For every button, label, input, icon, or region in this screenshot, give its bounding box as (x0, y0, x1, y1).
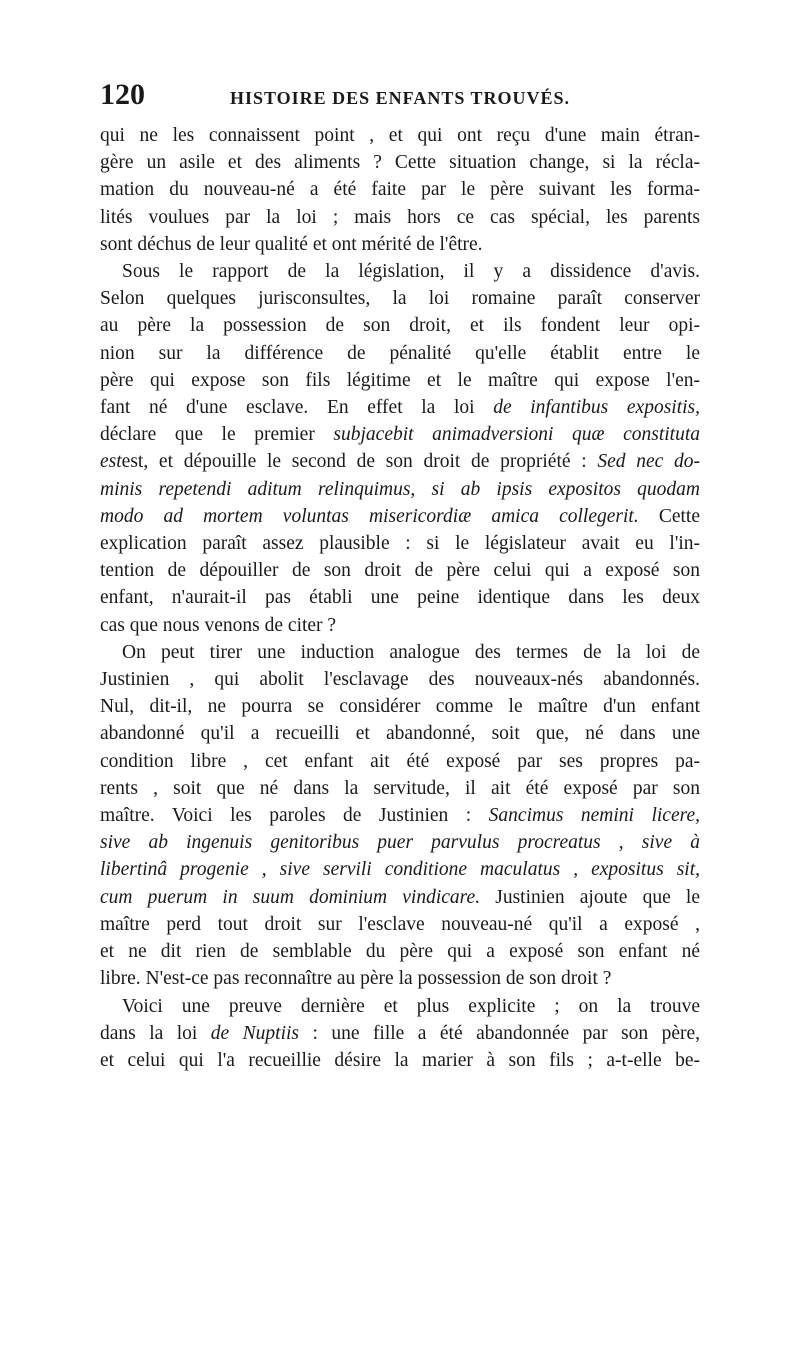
text-line: tention de dépouiller de son droit de père celui qui a exposé son (100, 560, 700, 582)
text-line (100, 802, 700, 829)
text-segment: maître. Voici les paroles de Justinien : (100, 805, 489, 827)
text-line: nion sur la différence de pénalité qu'elle établit entre le (100, 342, 700, 364)
text-line: On peut tirer une induction analogue des termes de la loi de (122, 641, 700, 663)
text-line: Nul, dit-il, ne pourra se considérer comme le maître d'un enfant (100, 696, 700, 718)
text-segment: : une fille a été abandonnée par son père, (299, 1022, 700, 1044)
text-line (100, 1020, 700, 1047)
page-header (100, 78, 700, 118)
text-line (100, 448, 700, 475)
text-line: qui ne les connaissent point , et qui ont reçu d'une main étran- (100, 125, 700, 146)
text-line: explication paraît assez plausible : si le législateur avait eu l'in- (100, 533, 700, 555)
text-segment: fant né d'une esclave. En effet la loi (100, 397, 494, 419)
text-segment: déclare que le premier (100, 424, 334, 446)
text-line (100, 503, 700, 530)
latin-citation-line: minis repetendi aditum relinquimus, si ab ipsis expositos quodam (100, 478, 700, 500)
latin-citation-line: libertinâ progenie , sive servili conditione maculatus , expositus sit, (100, 859, 700, 881)
text-line: cas que nous venons de citer ? (100, 614, 337, 636)
text-line: et ne dit rien de semblable du père qui a exposé son enfant né (100, 941, 700, 963)
text-line: rents , soit que né dans la servitude, il ait été exposé par son (100, 777, 700, 799)
book-page (100, 78, 700, 1074)
text-line: père qui expose son fils légitime et le maître qui expose l'en- (100, 369, 700, 391)
text-segment: Cette (638, 505, 701, 527)
text-line: enfant, n'aurait-il pas établi une peine identique dans les deux (100, 587, 700, 609)
latin-citation: Sancimus nemini licere, (488, 805, 700, 827)
text-line: Sous le rapport de la législation, il y a dissidence d'avis. (122, 261, 700, 283)
text-line: libre. N'est-ce pas reconnaître au père la possession de son droit ? (100, 968, 612, 990)
text-line: sont déchus de leur qualité et ont mérité de l'être. (100, 233, 483, 255)
text-line: condition libre , cet enfant ait été exposé par ses propres pa- (100, 750, 700, 772)
text-segment: dans la loi (100, 1022, 211, 1044)
text-segment: Justinien ajoute que le (480, 886, 700, 908)
latin-citation-line: sive ab ingenuis genitoribus puer parvulus procreatus , sive à (100, 832, 700, 854)
latin-citation: de infantibus expositis, (493, 397, 700, 419)
latin-citation: modo ad mortem voluntas misericordiæ amica collegerit. (100, 505, 639, 527)
text-line (100, 884, 700, 911)
latin-citation: Sed nec do- (597, 451, 700, 473)
text-line (100, 421, 700, 448)
text-line: Justinien , qui abolit l'esclavage des nouveaux-nés abandonnés. (100, 669, 700, 691)
text-line: mation du nouveau-né a été faite par le père suivant les forma- (100, 179, 700, 201)
text-line: Voici une preuve dernière et plus explicite ; on la trouve (122, 995, 700, 1017)
text-segment: est, et dépouille le second de son droit de propriété : (121, 451, 598, 473)
text-line: au père la possession de son droit, et ils fondent leur opi- (100, 315, 700, 337)
text-line: lités voulues par la loi ; mais hors ce cas spécial, les parents (100, 206, 700, 228)
text-line: abandonné qu'il a recueilli et abandonné, soit que, né dans une (100, 723, 700, 745)
text-line: maître perd tout droit sur l'esclave nouveau-né qu'il a exposé , (100, 913, 700, 935)
latin-citation: cum puerum in suum dominium vindicare. (100, 886, 481, 908)
latin-citation: subjacebit animadversioni quæ constituta (333, 424, 700, 446)
page-number: 120 (100, 78, 145, 111)
body-text (100, 122, 700, 1074)
latin-citation: est (100, 451, 122, 473)
latin-citation: de Nuptiis (210, 1022, 299, 1044)
text-line: et celui qui l'a recueillie désire la marier à son fils ; a-t-elle be- (100, 1049, 700, 1071)
text-line: Selon quelques jurisconsultes, la loi romaine paraît conserver (100, 288, 700, 310)
text-line: gère un asile et des aliments ? Cette situation change, si la récla- (100, 152, 700, 174)
running-title: HISTOIRE DES ENFANTS TROUVÉS. (229, 88, 571, 108)
text-line (100, 394, 700, 421)
